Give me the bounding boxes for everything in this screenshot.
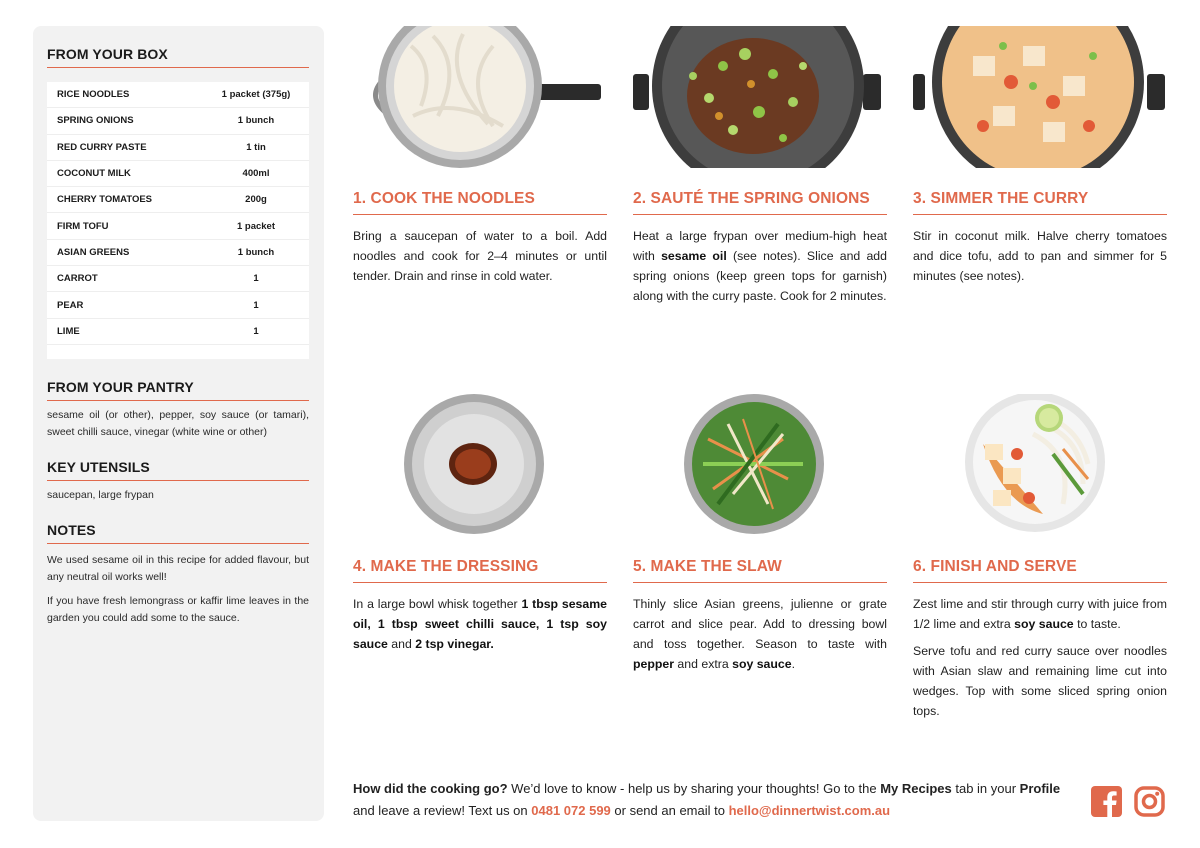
step-text-run: and extra: [674, 657, 733, 671]
step-2: [633, 26, 887, 306]
step-title: 2. SAUTÉ THE SPRING ONIONS: [633, 190, 887, 215]
table-row: [47, 319, 309, 345]
feedback-footer: [353, 778, 1073, 821]
ingredient-name: COCONUT MILK: [57, 168, 131, 180]
slaw-bowl-photo: [633, 394, 887, 536]
ingredient-qty: 1 packet: [236, 220, 276, 232]
ingredient-qty: 1 bunch: [237, 115, 275, 127]
note-text: If you have fresh lemongrass or kaffir lime leaves in the garden you could add some to the sauce.: [47, 594, 309, 624]
ingredient-qty: 400ml: [242, 168, 270, 180]
step-title: 4. MAKE THE DRESSING: [353, 558, 607, 583]
profile-label: Profile: [1019, 781, 1061, 796]
table-row: [47, 213, 309, 239]
table-row: [47, 240, 309, 266]
table-row: [47, 108, 309, 134]
step-text-run: Bring a saucepan of water to a boil. Add noodles and cook for 2–4 minutes or until tender. Drain and rinse in cold water.: [353, 229, 607, 283]
step-text-bold: 2 tsp vinegar.: [415, 637, 494, 651]
step-text: [913, 226, 1167, 286]
ingredient-qty: 1: [253, 325, 259, 337]
footer-text: We’d love to know - help us by sharing your thoughts! Go to the: [507, 781, 881, 796]
step-text-run: Stir in coconut milk. Halve cherry tomatoes and dice tofu, add to pan and simmer for 5 minutes (see notes).: [913, 229, 1167, 283]
step-text: [353, 226, 607, 286]
footer-text: or send an email to: [610, 802, 729, 818]
instagram-icon[interactable]: [1134, 786, 1165, 817]
step-text-run: Heat a large frypan over medium-high heat with: [633, 229, 887, 263]
ingredient-qty: 1 tin: [246, 141, 266, 153]
ingredient-qty: 1 bunch: [237, 246, 275, 258]
curry-pan-photo: [913, 26, 1167, 168]
step-title: 5. MAKE THE SLAW: [633, 558, 887, 583]
step-text: [353, 594, 607, 654]
step-text-bold: soy sauce: [1014, 617, 1074, 631]
step-text-run: and: [387, 637, 416, 651]
step-text-bold: 1 tbsp sesame oil, 1 tbsp sweet chilli sauce, 1 tsp soy sauce: [353, 597, 607, 651]
my-recipes-label: My Recipes: [880, 781, 952, 796]
step-5: [633, 394, 887, 674]
utensils-title: KEY UTENSILS: [47, 459, 309, 481]
finished-dish-photo: [913, 394, 1167, 536]
ingredient-name: RICE NOODLES: [57, 89, 130, 101]
table-row: [47, 161, 309, 187]
ingredient-name: PEAR: [57, 299, 84, 311]
spring-onions-pan-photo: [633, 26, 887, 168]
ingredient-name: LIME: [57, 325, 80, 337]
footer-question: How did the cooking go?: [353, 781, 508, 796]
step-title: 6. FINISH AND SERVE: [913, 558, 1167, 583]
step-text: [913, 641, 1167, 721]
step-3: [913, 26, 1167, 286]
pantry-text: sesame oil (or other), pepper, soy sauce (or tamari), sweet chilli sauce, vinegar (white wine or other): [47, 408, 309, 438]
ingredients-sidebar: [33, 26, 324, 821]
notes-title: NOTES: [47, 522, 309, 544]
dressing-bowl-photo: [353, 394, 607, 536]
ingredient-qty: 1: [253, 299, 259, 311]
step-text-run: (see notes). Slice and add spring onions (keep green tops for garnish) along with the curry paste. Cook for 2 minutes.: [633, 249, 887, 303]
notes-section: [47, 522, 309, 627]
footer-text: and leave a review! Text us on: [353, 802, 532, 818]
ingredient-qty: 200g: [245, 194, 267, 206]
phone-link[interactable]: 0481 072 599: [531, 802, 611, 818]
step-text-bold: sesame oil: [661, 249, 727, 263]
table-row: [47, 187, 309, 213]
ingredient-name: FIRM TOFU: [57, 220, 109, 232]
noodles-photo: [353, 26, 607, 168]
step-text-bold: pepper: [633, 657, 674, 671]
ingredient-name: RED CURRY PASTE: [57, 141, 147, 153]
step-title: 3. SIMMER THE CURRY: [913, 190, 1167, 215]
ingredient-qty: 1: [253, 273, 259, 285]
utensils-text: saucepan, large frypan: [47, 488, 154, 501]
table-row: [47, 292, 309, 318]
table-row: [47, 82, 309, 108]
table-row: [47, 135, 309, 161]
ingredient-name: CHERRY TOMATOES: [57, 194, 153, 206]
step-text-run: Serve tofu and red curry sauce over noodles with Asian slaw and remaining lime cut into wedges. Top with some sliced spring onion tops.: [913, 644, 1167, 718]
utensils-section: [47, 459, 309, 504]
pantry-section: [47, 379, 309, 441]
ingredient-qty: 1 packet (375g): [221, 89, 291, 101]
box-ingredients-table: [47, 82, 309, 359]
step-6: [913, 394, 1167, 721]
step-text-run: In a large bowl whisk together: [353, 597, 522, 611]
step-text-run: .: [791, 657, 796, 671]
ingredient-name: SPRING ONIONS: [57, 115, 134, 127]
pantry-title: FROM YOUR PANTRY: [47, 379, 309, 401]
email-link[interactable]: hello@dinnertwist.com.au: [728, 802, 891, 818]
ingredient-name: CARROT: [57, 273, 98, 285]
ingredient-name: ASIAN GREENS: [57, 246, 130, 258]
step-text-run: Zest lime and stir through curry with juice from 1/2 lime and extra: [913, 597, 1167, 631]
facebook-icon[interactable]: [1091, 786, 1122, 817]
step-text: [633, 594, 887, 674]
step-title: 1. COOK THE NOODLES: [353, 190, 607, 215]
step-text-bold: soy sauce: [732, 657, 792, 671]
step-text: [633, 226, 887, 306]
step-1: [353, 26, 607, 286]
box-title: FROM YOUR BOX: [47, 46, 309, 68]
table-row: [47, 266, 309, 292]
footer-text: tab in your: [951, 781, 1020, 796]
note-text: We used sesame oil in this recipe for added flavour, but any neutral oil works well!: [47, 553, 309, 583]
step-text: [913, 594, 1167, 634]
step-4: [353, 394, 607, 654]
step-text-run: to taste.: [1073, 617, 1121, 631]
step-text-run: Thinly slice Asian greens, julienne or grate carrot and slice pear. Add to dressing bowl and toss together. Season to taste with: [633, 597, 887, 651]
